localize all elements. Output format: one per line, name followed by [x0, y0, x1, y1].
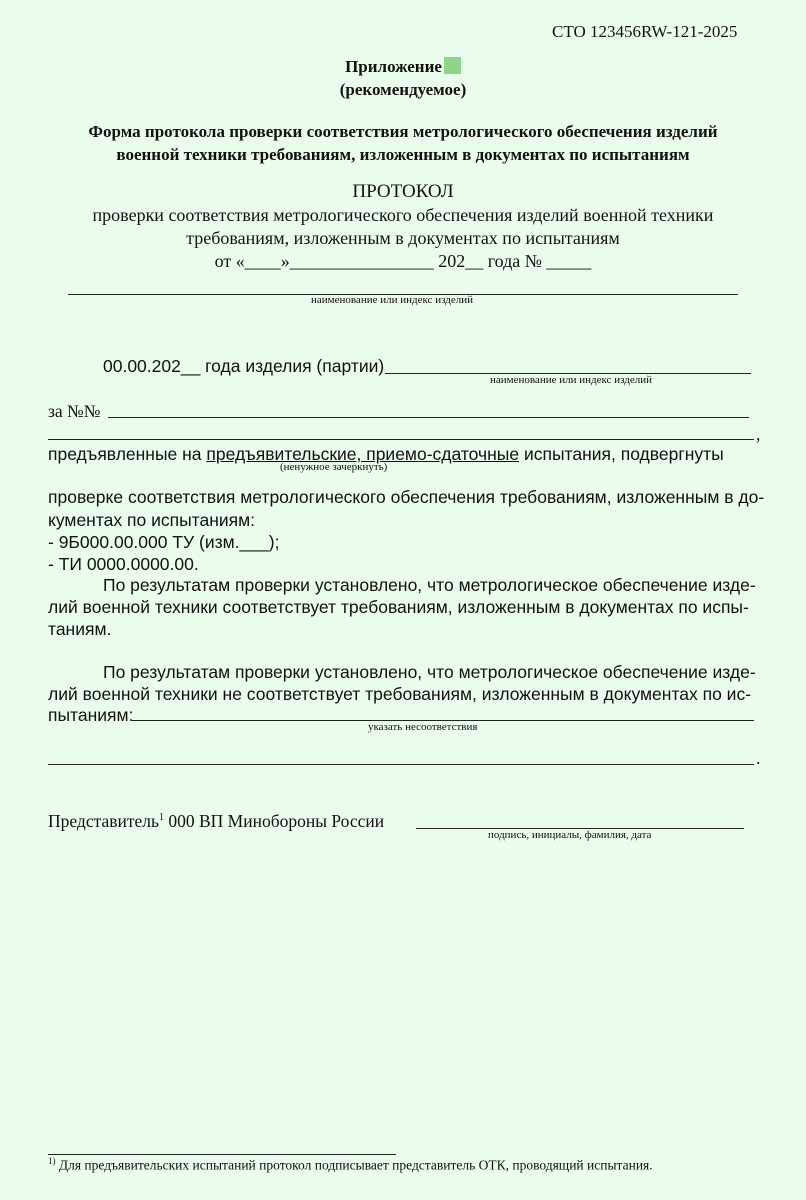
appendix-title [0, 57, 806, 77]
appendix-marker [444, 57, 461, 74]
result-ok-line1: По результатам проверки установлено, что метрологическое обеспечение изде- [103, 575, 756, 595]
numbers-field[interactable] [108, 417, 749, 418]
protocol-date-line: от «____»________________ 202__ года № _____ [214, 251, 592, 271]
footnote-divider [48, 1154, 396, 1155]
footnote-mark: 1) [48, 1156, 56, 1166]
doc-1: - 9Б000.00.000 ТУ (изм.___); [48, 532, 280, 552]
result-bad-line2: лий военной техники не соответствует требованиям, изложенным в документах по ис- [48, 684, 752, 704]
representative-line [48, 811, 384, 832]
representative-org: 000 ВП Минобороны России [163, 811, 385, 831]
result-ok-line3: таниям. [48, 619, 112, 639]
product-name-caption: наименование или индекс изделий [311, 294, 473, 306]
form-title-line2: военной техники требованиям, изложенным в документах по испытаниям [116, 145, 690, 164]
check-line2: кументах по испытаниям: [48, 510, 256, 530]
numbers-prefix: за №№ [48, 401, 101, 421]
comma: , [756, 424, 761, 444]
result-bad-line1: По результатам проверки установлено, что метрологическое обеспечение изде- [103, 662, 756, 682]
period: . [756, 748, 761, 768]
presented-suffix: испытания, подвергнуты [519, 444, 724, 464]
date-prefix: 00.00.202__ года изделия (партии) [103, 356, 385, 376]
numbers-field-continuation[interactable] [48, 439, 754, 440]
representative-label: Представитель [48, 811, 159, 831]
presented-prefix: предъявленные на [48, 444, 207, 464]
form-title-line1: Форма протокола проверки соответствия метрологического обеспечения изделий [88, 122, 718, 141]
result-ok-line2: лий военной техники соответствует требованиям, изложенным в документах по испы- [48, 597, 749, 617]
doc-2: - ТИ 0000.0000.00. [48, 554, 199, 574]
nonconformity-field-continuation[interactable] [48, 764, 754, 765]
strike-caption: (ненужное зачеркнуть) [280, 461, 388, 473]
footnote-ref: 1 [158, 812, 164, 824]
protocol-subtitle-line1: проверки соответствия метрологического обеспечения изделий военной техники [92, 205, 714, 225]
nonconformity-caption: указать несоответствия [368, 721, 478, 733]
protocol-subtitle-line2: требованиям, изложенным в документах по испытаниям [186, 228, 620, 248]
product-name-caption-2: наименование или индекс изделий [490, 374, 652, 386]
protocol-title: ПРОТОКОЛ [352, 181, 454, 202]
signature-caption: подпись, инициалы, фамилия, дата [488, 829, 652, 841]
check-line1: проверке соответствия метрологического обеспечения требованиям, изложенным в до- [48, 487, 765, 507]
appendix-label: Приложение [345, 57, 442, 76]
footnote-text: Для предъявительских испытаний протокол подписывает представитель ОТК, проводящий испытания. [55, 1157, 653, 1173]
result-bad-line3: пытаниям: [48, 705, 134, 725]
appendix-status: (рекомендуемое) [339, 80, 467, 99]
footnote [48, 1156, 653, 1174]
presented-tests: предъявительские, приемо-сдаточные [206, 444, 520, 464]
document-code: СТО 123456RW-121-2025 [552, 22, 738, 41]
